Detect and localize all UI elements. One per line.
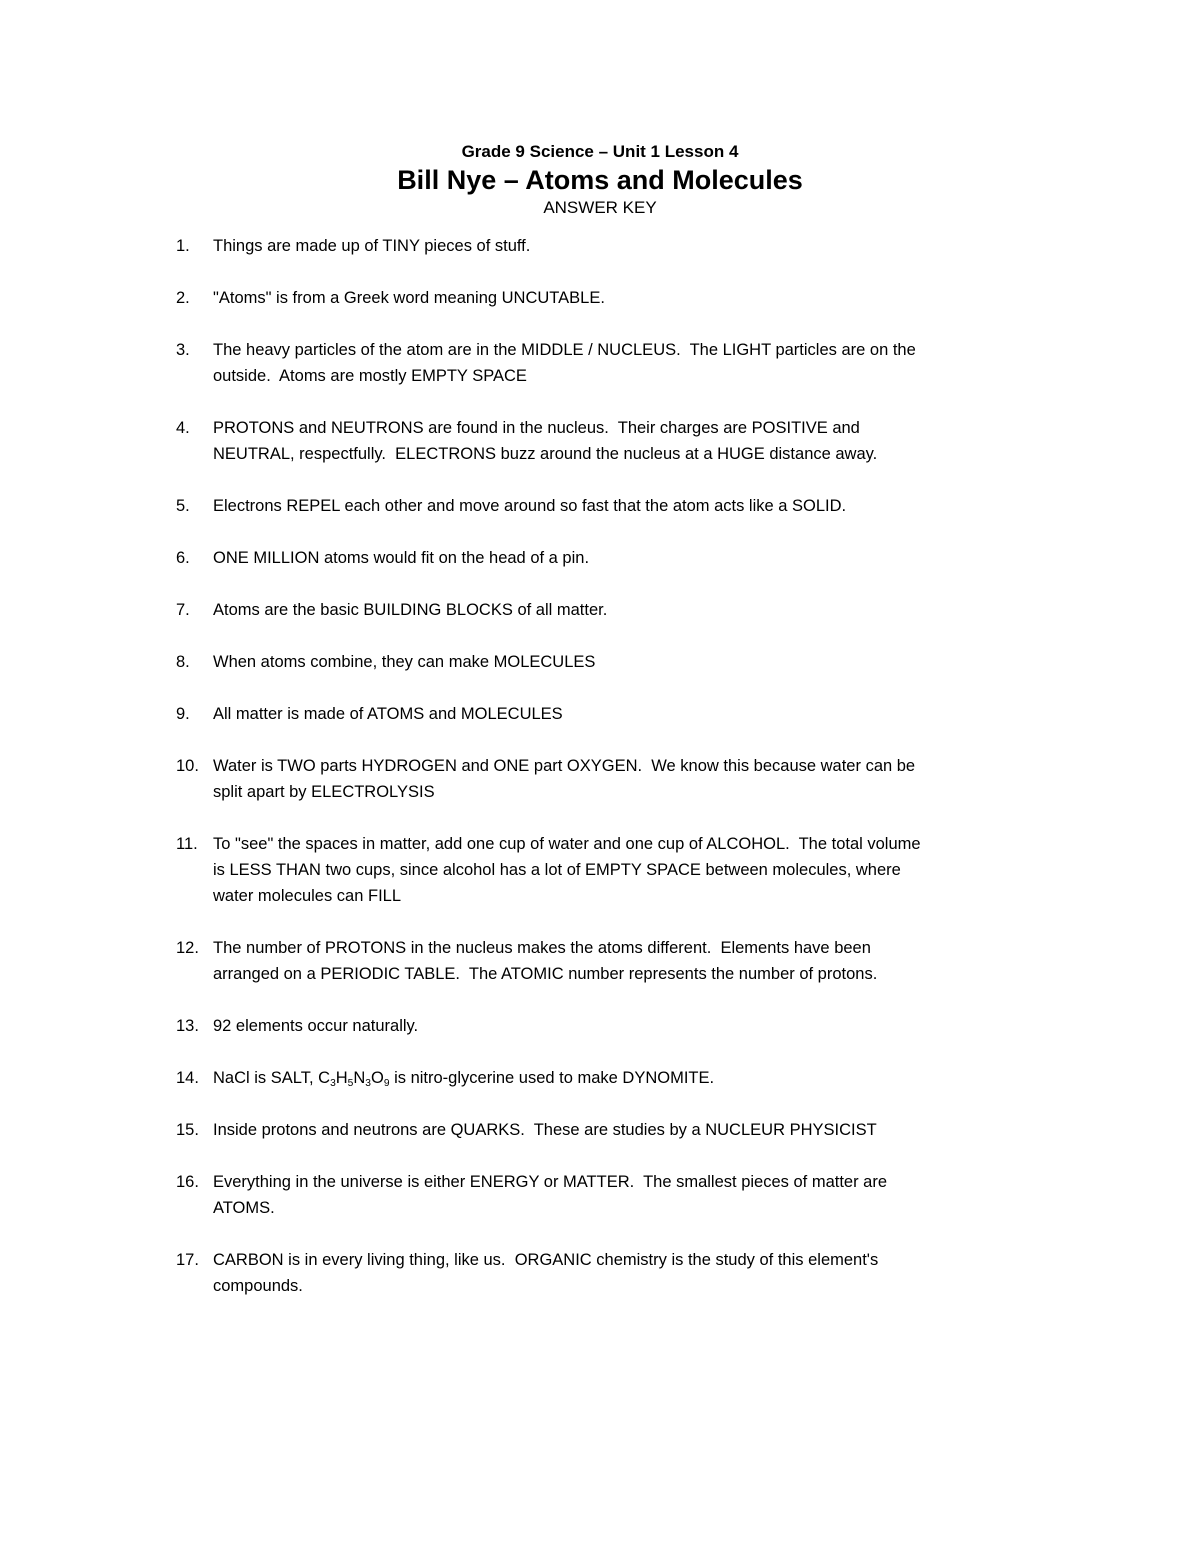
item-number: 16. [176, 1173, 199, 1191]
item-number: 3. [176, 341, 190, 359]
item-number: 10. [176, 757, 199, 775]
text-run: 92 elements occur naturally. [213, 1017, 419, 1035]
item-number: 13. [176, 1017, 199, 1035]
list-item [176, 233, 1070, 259]
course-line: Grade 9 Science – Unit 1 Lesson 4 [461, 142, 739, 161]
item-text [213, 1247, 1063, 1299]
text-run: Atoms are the basic BUILDING BLOCKS of all matter. [213, 601, 608, 619]
document-header [0, 141, 1200, 219]
text-run: All matter is made of ATOMS and MOLECULES [213, 705, 563, 723]
list-item [176, 1117, 1070, 1143]
item-text [213, 649, 1063, 675]
list-item [176, 597, 1070, 623]
list-item [176, 1247, 1070, 1299]
page-title: Bill Nye – Atoms and Molecules [397, 165, 803, 195]
item-text [213, 1013, 1063, 1039]
list-item [176, 753, 1070, 805]
text-run: split apart by ELECTROLYSIS [213, 783, 435, 801]
item-text [213, 493, 1063, 519]
text-run: Everything in the universe is either ENERGY or MATTER. The smallest pieces of matter are [213, 1173, 888, 1191]
text-run: The number of PROTONS in the nucleus makes the atoms different. Elements have been [213, 939, 871, 957]
text-run: ONE MILLION atoms would fit on the head of a pin. [213, 549, 590, 567]
item-number: 17. [176, 1251, 199, 1269]
chemical-subscript: 9 [383, 1077, 390, 1089]
chemical-subscript: 5 [347, 1077, 354, 1089]
answer-list [0, 233, 1200, 1299]
item-text [213, 1169, 1063, 1221]
item-number: 6. [176, 549, 190, 567]
list-item [176, 935, 1070, 987]
answer-key-subtitle: ANSWER KEY [543, 198, 657, 217]
text-run: To "see" the spaces in matter, add one cup of water and one cup of ALCOHOL. The total volume [213, 835, 921, 853]
item-text [213, 935, 1063, 987]
text-run: PROTONS and NEUTRONS are found in the nucleus. Their charges are POSITIVE and [213, 419, 860, 437]
list-item [176, 415, 1070, 467]
chemical-subscript: 3 [330, 1077, 336, 1089]
text-run: H [335, 1069, 348, 1087]
text-run: Water is TWO parts HYDROGEN and ONE part OXYGEN. We know this because water can be [213, 757, 916, 775]
item-number: 12. [176, 939, 199, 957]
text-run: NEUTRAL, respectfully. ELECTRONS buzz around the nucleus at a HUGE distance away. [213, 445, 878, 463]
text-run: ATOMS. [213, 1199, 275, 1217]
item-number: 5. [176, 497, 190, 515]
item-text [213, 597, 1063, 623]
item-number: 4. [176, 419, 190, 437]
item-text [213, 285, 1063, 311]
item-number: 7. [176, 601, 190, 619]
text-run: outside. Atoms are mostly EMPTY SPACE [213, 367, 527, 385]
text-run: water molecules can FILL [213, 887, 402, 905]
item-text [213, 753, 1063, 805]
list-item [176, 493, 1070, 519]
list-item [176, 831, 1070, 909]
list-item [176, 1065, 1070, 1091]
text-run: N [353, 1069, 366, 1087]
text-run: The heavy particles of the atom are in the MIDDLE / NUCLEUS. The LIGHT particles are on the [213, 341, 916, 359]
item-text [213, 1065, 1063, 1091]
text-run: arranged on a PERIODIC TABLE. The ATOMIC number represents the number of protons. [213, 965, 878, 983]
list-item [176, 1013, 1070, 1039]
item-text [213, 233, 1063, 259]
text-run: Things are made up of TINY pieces of stuff. [213, 237, 531, 255]
text-run: compounds. [213, 1277, 303, 1295]
item-text [213, 1117, 1063, 1143]
list-item [176, 285, 1070, 311]
item-text [213, 831, 1063, 909]
chemical-subscript: 3 [365, 1077, 371, 1089]
item-text [213, 337, 1063, 389]
text-run: NaCl is SALT, C [213, 1069, 331, 1087]
item-number: 14. [176, 1069, 199, 1087]
item-number: 2. [176, 289, 190, 307]
item-number: 1. [176, 237, 190, 255]
list-item [176, 649, 1070, 675]
item-number: 9. [176, 705, 190, 723]
item-text [213, 545, 1063, 571]
text-run: Inside protons and neutrons are QUARKS. These are studies by a NUCLEUR PHYSICIST [213, 1121, 877, 1139]
item-text [213, 415, 1063, 467]
list-item [176, 701, 1070, 727]
list-item [176, 337, 1070, 389]
text-run: CARBON is in every living thing, like us. ORGANIC chemistry is the study of this element's [213, 1251, 879, 1269]
text-run: When atoms combine, they can make MOLECULES [213, 653, 596, 671]
text-run: is LESS THAN two cups, since alcohol has a lot of EMPTY SPACE between molecules, where [213, 861, 901, 879]
text-run: O [370, 1069, 384, 1087]
list-item [176, 545, 1070, 571]
item-number: 15. [176, 1121, 199, 1139]
text-run: "Atoms" is from a Greek word meaning UNCUTABLE. [213, 289, 605, 307]
item-text [213, 701, 1063, 727]
item-number: 8. [176, 653, 190, 671]
text-run: Electrons REPEL each other and move around so fast that the atom acts like a SOLID. [213, 497, 847, 515]
item-number: 11. [176, 835, 198, 853]
list-item [176, 1169, 1070, 1221]
text-run: is nitro-glycerine used to make DYNOMITE. [389, 1069, 715, 1087]
